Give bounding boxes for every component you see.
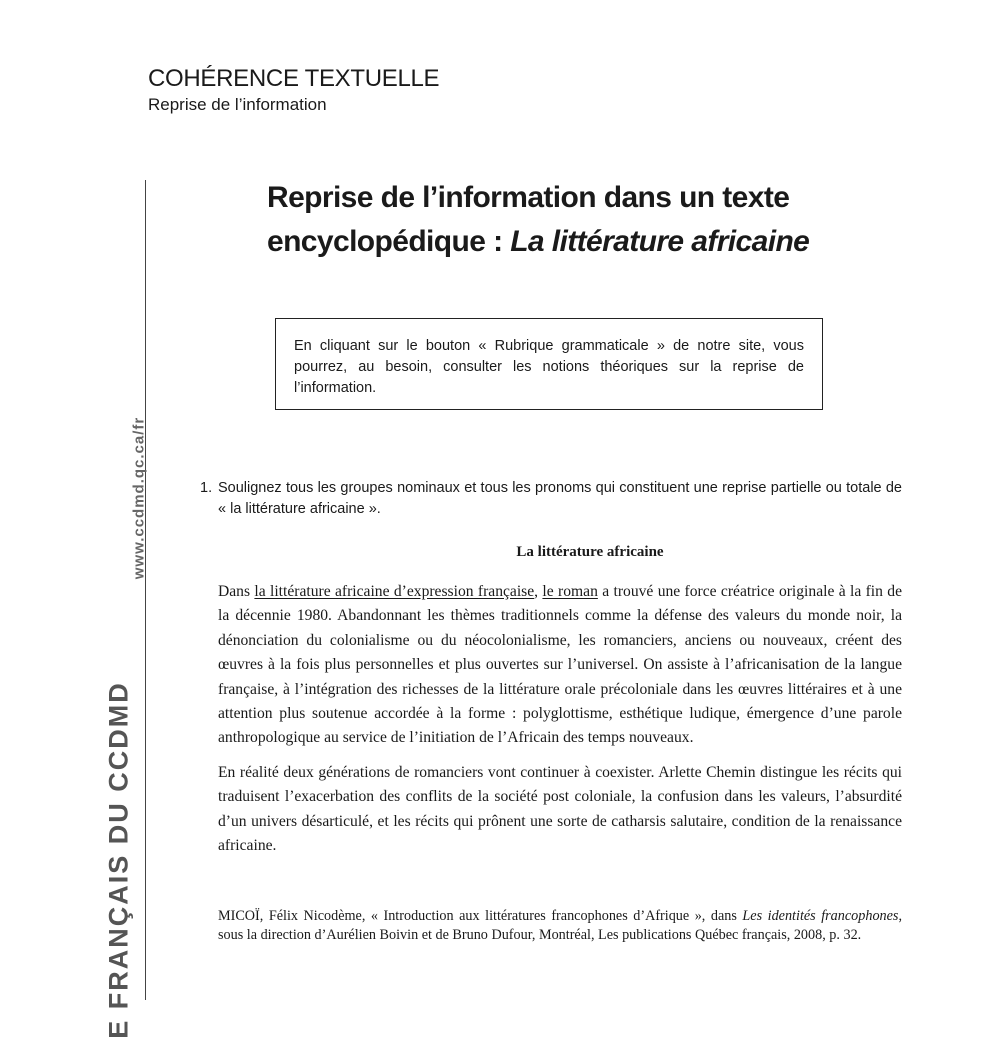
exercise-question (200, 478, 902, 520)
sidebar-brand: E FRANÇAIS DU CCDMD (103, 681, 134, 1039)
article-paragraph-2: En réalité deux générations de romanciers vont continuer à coexister. Arlette Chemin distingue les récits qui traduisent l’exacerbation des conflits de la société post coloniale, la confusion dans les valeurs, l’absurdité d’un univers désarticulé, et les récits qui prônent une sorte de catharsis salutaire, condition de la renaissance africaine. (218, 763, 902, 855)
question-number: 1. (200, 480, 213, 496)
page-title-line2 (267, 220, 809, 264)
source-citation (218, 907, 902, 945)
article-body (218, 580, 902, 868)
page-title (267, 176, 809, 264)
sidebar-url: www.ccdmd.qc.ca/fr (130, 416, 148, 580)
underlined-phrase-2: le roman (542, 583, 598, 600)
p1-comma: , (534, 583, 543, 600)
citation-italic: Les identités francophones (742, 908, 899, 924)
question-text: Soulignez tous les groupes nominaux et tous les pronoms qui constituent une reprise partielle ou totale de « la littérature africaine ». (218, 480, 902, 517)
p1-rest: a trouvé une force créatrice originale à la fin de la décennie 1980. Abandonnant les thèmes traditionnels comme la défense des valeurs du monde noir, la dénonciation du colonialisme ou du néocolonialisme, les romanciers, anciens ou nouveaux, créent des œuvres à la fois plus personnelles et plus ouvertes sur l’universel. On assiste à l’africanisation de la langue française, à l’intégration des richesses de la littérature orale précoloniale dans les œuvres littéraires et à une attention plus soutenue accordée à la forme : polyglottisme, esthétique ludique, émergence d’une parole anthropologique au service de l’initiation de l’Africain des temps nouveaux. (218, 583, 902, 747)
article-title: La littérature africaine (516, 544, 664, 560)
section-heading: COHÉRENCE TEXTUELLE (148, 65, 440, 92)
citation-part1: MICOÏ, Félix Nicodème, « Introduction aux littératures francophones d’Afrique », dans (218, 908, 743, 924)
info-note-text: En cliquant sur le bouton « Rubrique grammaticale » de notre site, vous pourrez, au besoin, consulter les notions théoriques sur la reprise de l’information. (294, 338, 804, 396)
page-title-italic: La littérature africaine (510, 225, 810, 258)
info-note-box (275, 318, 823, 410)
page-header (148, 64, 439, 116)
vertical-divider (145, 180, 146, 1000)
citation-part2: , sous la direction d’Aurélien Boivin et de Bruno Dufour, Montréal, Les publications Québec français, 2008, p. 32. (218, 908, 902, 943)
page-title-line1: Reprise de l’information dans un texte (267, 181, 790, 214)
p1-start: Dans (218, 583, 255, 600)
underlined-phrase-1: la littérature africaine d’expression française (254, 583, 535, 600)
article-paragraph-1 (218, 580, 902, 751)
page-title-prefix: encyclopédique : (267, 225, 511, 258)
section-subheading: Reprise de l’information (148, 95, 327, 114)
